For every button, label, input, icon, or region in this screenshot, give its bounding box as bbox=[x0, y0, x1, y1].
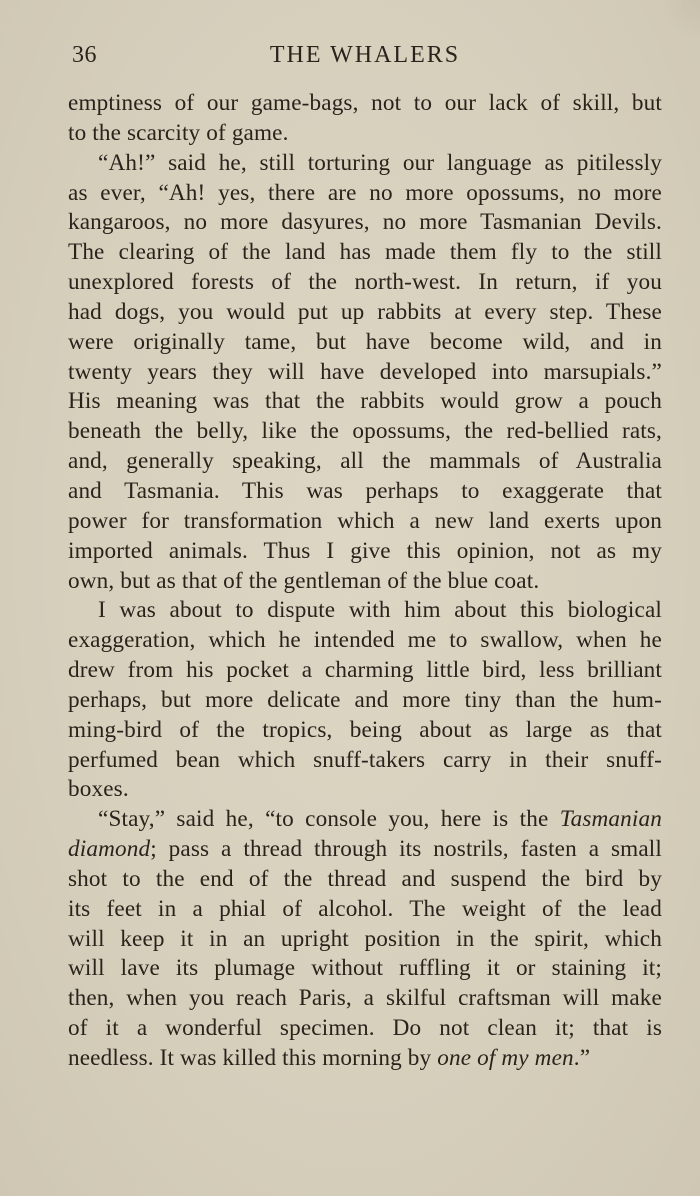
text-line: drew from his pocket a charming little bird, less brilliant bbox=[68, 657, 662, 684]
text-line: to the scarcity of game. bbox=[68, 119, 289, 146]
text-line: will lave its plumage without ruffling it or staining it; bbox=[68, 955, 662, 982]
text-line: then, when you reach Paris, a skilful craftsman will make bbox=[68, 985, 662, 1012]
text-line: of it a wonderful specimen. Do not clean it; that is bbox=[68, 1015, 662, 1042]
text-line: kangaroos, no more dasyures, no more Tasmanian Devils. bbox=[68, 209, 662, 236]
text-line: “Ah!” said he, still torturing our language as pitilessly bbox=[98, 149, 662, 176]
text-line: beneath the belly, like the opossums, the red-bellied rats, bbox=[68, 418, 662, 445]
text-line: I was about to dispute with him about this biological bbox=[98, 597, 662, 624]
text-line: diamond; pass a thread through its nostrils, fasten a small bbox=[68, 836, 662, 863]
page-corner-stain bbox=[660, 0, 700, 40]
page-number: 36 bbox=[72, 42, 97, 68]
text-line: and, generally speaking, all the mammals of Australia bbox=[68, 448, 662, 475]
body-text bbox=[68, 89, 662, 1074]
text-line: “Stay,” said he, “to console you, here is the Tasmanian bbox=[98, 806, 662, 833]
text-line: were originally tame, but have become wild, and in bbox=[68, 328, 662, 355]
text-line: ming-bird of the tropics, being about as large as that bbox=[68, 716, 662, 743]
italic-run: diamond bbox=[68, 836, 151, 863]
page-header bbox=[68, 42, 662, 76]
text-line: twenty years they will have developed into marsupials.” bbox=[68, 358, 662, 385]
text-line: emptiness of our game-bags, not to our lack of skill, but bbox=[68, 90, 662, 116]
text-line: shot to the end of the thread and suspend the bird by bbox=[68, 865, 662, 892]
text-line: as ever, “Ah! yes, there are no more opossums, no more bbox=[68, 179, 662, 206]
text-line: perhaps, but more delicate and more tiny than the hum- bbox=[68, 686, 662, 713]
text-line: own, but as that of the gentleman of the blue coat. bbox=[68, 567, 540, 594]
text-line: its feet in a phial of alcohol. The weight of the lead bbox=[68, 895, 662, 922]
text-line: power for transformation which a new land exerts upon bbox=[68, 507, 662, 534]
text-line: needless. It was killed this morning by one of my men.” bbox=[68, 1045, 591, 1071]
text-line: will keep it in an upright position in the spirit, which bbox=[68, 925, 662, 952]
italic-run: Tasmanian bbox=[559, 806, 662, 833]
text-line: boxes. bbox=[68, 776, 129, 803]
text-line: and Tasmania. This was perhaps to exaggerate that bbox=[68, 477, 662, 504]
text-line: unexplored forests of the north-west. In return, if you bbox=[68, 269, 662, 296]
italic-run: one of my men bbox=[437, 1045, 574, 1071]
text-line: His meaning was that the rabbits would grow a pouch bbox=[68, 388, 662, 415]
text-line: The clearing of the land has made them fly to the still bbox=[68, 239, 662, 266]
running-title: THE WHALERS bbox=[269, 42, 461, 68]
text-line: imported animals. Thus I give this opinion, not as my bbox=[68, 537, 662, 564]
text-line: had dogs, you would put up rabbits at every step. These bbox=[68, 298, 662, 325]
text-line: perfumed bean which snuff-takers carry in their snuff- bbox=[68, 746, 662, 773]
text-line: exaggeration, which he intended me to swallow, when he bbox=[68, 627, 662, 654]
